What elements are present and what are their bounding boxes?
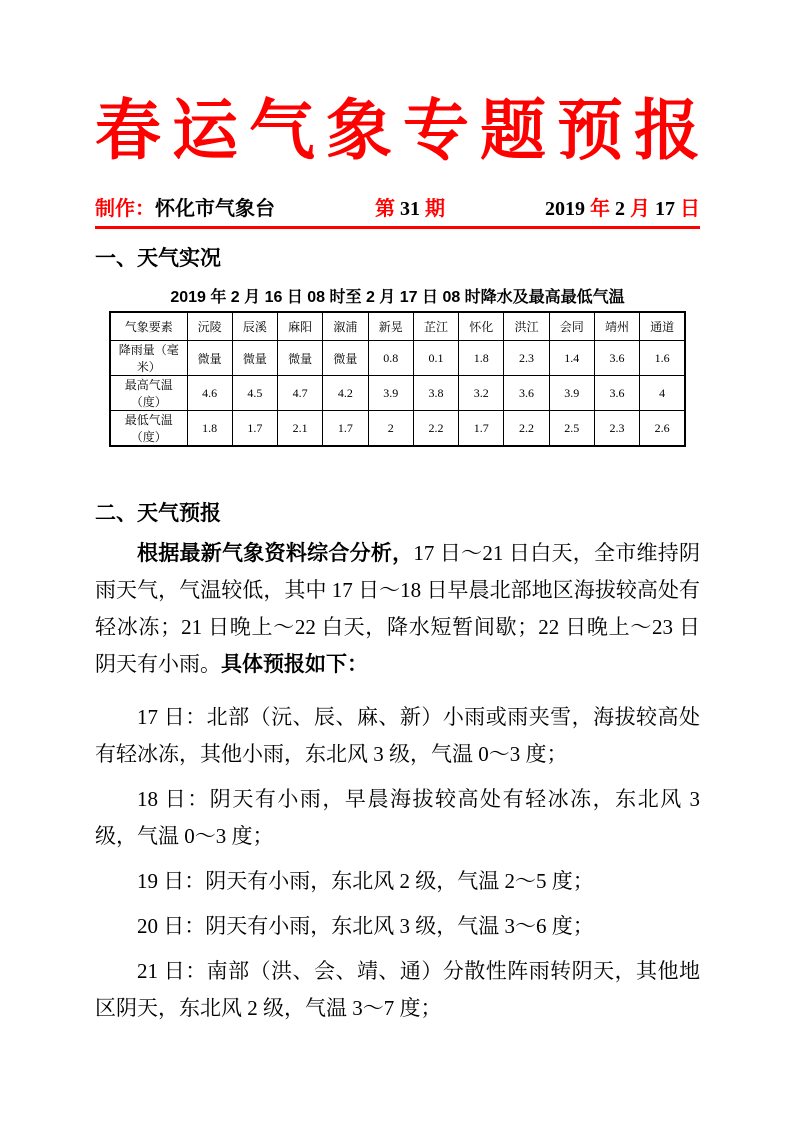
data-cell: 0.8	[368, 341, 413, 376]
data-cell: 3.6	[504, 376, 549, 411]
header-cell: 会同	[549, 312, 594, 341]
maker-label: 制作：	[95, 198, 155, 221]
page-title: 春运气象专题预报	[95, 95, 711, 168]
header-cell: 新晃	[368, 312, 413, 341]
data-cell: 3.6	[594, 376, 639, 411]
data-cell: 1.8	[187, 411, 232, 447]
forecast-day-21: 21 日：南部（洪、会、靖、通）分散性阵雨转阴天，其他地区阴天，东北风 2 级，气温 3～7 度；	[95, 959, 700, 1021]
data-cell: 2.3	[594, 411, 639, 447]
header-cell: 气象要素	[110, 312, 187, 341]
red-divider	[95, 226, 700, 229]
header-cell: 洪江	[504, 312, 549, 341]
forecast-day-19: 19 日：阴天有小雨，东北风 2 级，气温 2～5 度；	[137, 869, 594, 894]
date-year-unit: 年	[590, 198, 610, 221]
date-month-unit: 月	[630, 198, 650, 221]
maker-name: 怀化市气象台	[155, 198, 275, 221]
header-cell: 芷江	[413, 312, 458, 341]
section1-heading: 一、天气实况	[95, 247, 221, 271]
header-cell: 靖州	[594, 312, 639, 341]
data-cell: 2.3	[504, 341, 549, 376]
table-row-max-temp	[110, 376, 685, 411]
intro-paragraph	[95, 535, 700, 683]
data-cell: 微量	[323, 341, 368, 376]
data-cell: 1.7	[232, 411, 277, 447]
data-cell: 3.9	[368, 376, 413, 411]
table-header-row	[110, 312, 685, 341]
data-cell: 4.2	[323, 376, 368, 411]
data-cell: 1.4	[549, 341, 594, 376]
data-cell: 4.7	[278, 376, 323, 411]
data-cell: 4.6	[187, 376, 232, 411]
forecast-day-18: 18 日：阴天有小雨，早晨海拔较高处有轻冰冻，东北风 3 级，气温 0～3 度；	[95, 787, 700, 849]
meta-row	[95, 192, 700, 221]
issue-number: 31	[395, 198, 425, 221]
data-cell: 1.8	[459, 341, 504, 376]
forecast-day-17: 17 日：北部（沅、辰、麻、新）小雨或雨夹雪，海拔较高处有轻冰冻，其他小雨，东北风 3 级，气温 0～3 度；	[95, 705, 700, 767]
data-cell: 4.5	[232, 376, 277, 411]
intro-lead-bold: 根据最新气象资料综合分析，	[137, 542, 414, 566]
data-cell: 3.9	[549, 376, 594, 411]
issue-line	[375, 192, 445, 221]
section2-heading: 二、天气预报	[95, 502, 221, 526]
intro-body-text: 17 日～21 日白天，全市维持阴雨天气，气温较低，其中 17 日～18 日早晨北部地区海拔较高处有轻冰冻；21 日晚上～22 白天，降水短暂间歇；22 日晚上～23 日阴天有小雨。	[95, 541, 701, 677]
forecast-day-20: 20 日：阴天有小雨，东北风 3 级，气温 3～6 度；	[137, 914, 594, 939]
data-cell: 4	[640, 376, 685, 411]
date-month: 2	[610, 198, 630, 221]
issue-suffix: 期	[425, 198, 445, 221]
data-cell: 2.2	[504, 411, 549, 447]
header-cell: 沅陵	[187, 312, 232, 341]
date-day-unit: 日	[680, 198, 700, 221]
date-line	[545, 192, 700, 221]
issue-prefix: 第	[375, 198, 395, 221]
table-row-rainfall	[110, 341, 685, 376]
data-cell: 1.7	[459, 411, 504, 447]
weather-table	[109, 311, 686, 447]
data-cell: 微量	[278, 341, 323, 376]
data-cell: 2.2	[413, 411, 458, 447]
header-cell: 怀化	[459, 312, 504, 341]
weather-table-title: 2019 年 2 月 16 日 08 时至 2 月 17 日 08 时降水及最高最低气温	[170, 289, 625, 307]
maker-line	[95, 192, 275, 221]
data-cell: 微量	[187, 341, 232, 376]
header-cell: 通道	[640, 312, 685, 341]
data-cell: 2.1	[278, 411, 323, 447]
data-cell: 1.7	[323, 411, 368, 447]
row-label: 最高气温（度）	[110, 376, 187, 411]
table-row-min-temp	[110, 411, 685, 447]
row-label: 最低气温（度）	[110, 411, 187, 447]
data-cell: 3.6	[594, 341, 639, 376]
row-label: 降雨量（毫米）	[110, 341, 187, 376]
date-year: 2019	[545, 198, 590, 221]
data-cell: 2	[368, 411, 413, 447]
data-cell: 1.6	[640, 341, 685, 376]
data-cell: 2.6	[640, 411, 685, 447]
data-cell: 2.5	[549, 411, 594, 447]
data-cell: 3.2	[459, 376, 504, 411]
data-cell: 微量	[232, 341, 277, 376]
data-cell: 3.8	[413, 376, 458, 411]
intro-tail-bold: 具体预报如下：	[221, 653, 368, 677]
header-cell: 辰溪	[232, 312, 277, 341]
header-cell: 溆浦	[323, 312, 368, 341]
header-cell: 麻阳	[278, 312, 323, 341]
forecast-list	[95, 699, 700, 1027]
date-day: 17	[650, 198, 680, 221]
data-cell: 0.1	[413, 341, 458, 376]
